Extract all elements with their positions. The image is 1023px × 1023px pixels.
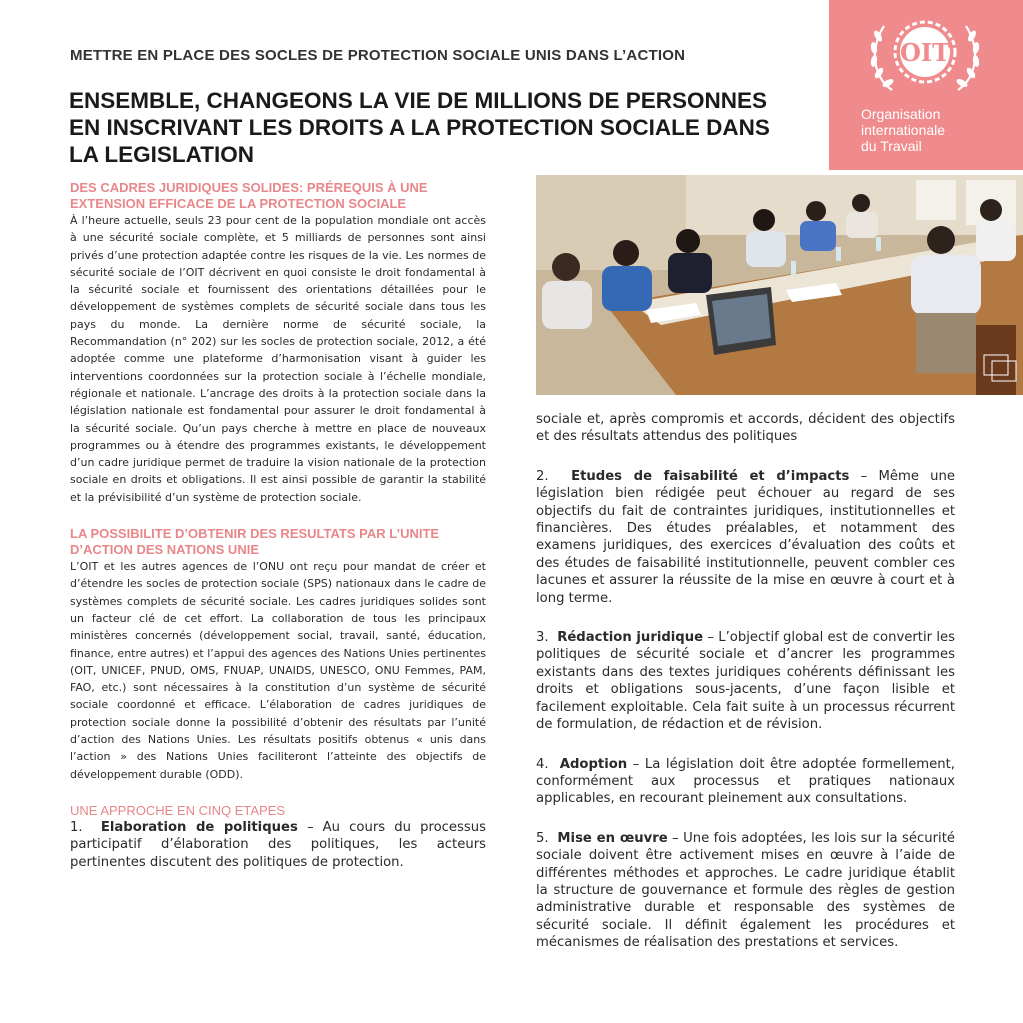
step-1 xyxy=(70,819,486,871)
logo-line-3: du Travail xyxy=(861,138,922,154)
step-4-text: – La législation doit être adoptée formellement, conformément aux processus et pratiques nationaux applicables, en recourant pleinement aux consultations. xyxy=(536,756,955,807)
section-title-five-steps: UNE APPROCHE EN CINQ ETAPES xyxy=(70,802,286,818)
section-body-un-results: L’OIT et les autres agences de l’ONU ont reçu pour mandat de créer et d’étendre les socles de protection sociale (SPS) nationaux dans le cadre de systèmes complets de sécurité sociale. Les cadres juridiques solides sont un facteur clé de cet effort. La collaboration de tous les principaux ministères concernés (développement social, travail, santé, éducation, finance, entre autres) et l’appui des agences des Nations Unies pertinentes (OIT, UNICEF, PNUD, OMS, FNUAP, UNAIDS, UNESCO, ONU Femmes, PAM, FAO, etc.) sont nécessaires à la constitution d’un système de sécurité sociale coordonné et efficace. L’élaboration de cadres juridiques de protection sociale donne la possibilité d’obtenir des résultats par l’unité d’action des Nations Unies. Les résultats positifs obtenus « unis dans l’action » des Nations Unies faciliteront l’atteinte des objectifs de développement durable (ODD). xyxy=(70,560,486,781)
step-2-text: – Même une législation bien rédigée peut échouer au regard de ses objectifs du fait de contraintes juridiques, institutionnelles et financières. Des études préalables, et notamment des examens juridiques, des exercices d’évaluation des coûts et des études de faisabilité institutionnelle, peuvent combler ces lacunes et assurer la réussite de la mise en œuvre à court et à long terme. xyxy=(536,468,955,606)
section-title-un-results: LA POSSIBILITE D’OBTENIR DES RESULTATS PAR L’UNITE D’ACTION DES NATIONS UNIE xyxy=(70,526,440,558)
left-column xyxy=(70,180,486,871)
step-5-heading: Mise en œuvre xyxy=(557,830,668,846)
step-3-text: – L’objectif global est de convertir les politiques de sécurité sociale et d’ancrer les programmes existants dans des textes juridiques cohérents définissant les droits et obligations sous-jacents, d’une façon lisible et facilement exploitable. Cela fait suite à un processus récurrent de formulation, de rédaction et de révision. xyxy=(536,630,955,733)
meeting-photo xyxy=(536,175,1023,395)
logo-line-2: internationale xyxy=(861,122,946,138)
step-2-heading: Etudes de faisabilité et d’impacts xyxy=(571,468,850,484)
step-1-text: – Au cours du processus participatif d’élaboration des politiques, les acteurs pertinentes discutent des politiques de protection. xyxy=(70,819,486,870)
ilo-logo-text xyxy=(861,106,945,154)
section-title-legal-frameworks: DES CADRES JURIDIQUES SOLIDES: PRÉREQUIS À UNE EXTENSION EFFICACE DE LA PROTECTION SOCIALE xyxy=(70,180,428,211)
oit-emblem-icon xyxy=(862,8,988,100)
logo-line-1: Organisation xyxy=(861,106,941,122)
step-4-heading: Adoption xyxy=(559,756,628,772)
step-3-heading: Rédaction juridique xyxy=(557,630,704,646)
step-1-number: 1. xyxy=(70,819,83,835)
step-5-text: – Une fois adoptées, les lois sur la sécurité sociale doivent être activement mises en œuvre à l’aide de différentes méthodes et approches. Le cadre juridique établit la structure de gouvernance et formule des règles de gestion administrative durable et responsable des systèmes de sécurité sociale. Il définit également les procédures et mécanismes de réalisation des prestations et services. xyxy=(536,830,955,951)
step-3 xyxy=(536,629,955,733)
step-5 xyxy=(536,830,955,952)
step-4-number: 4. xyxy=(536,756,549,772)
step-1-continued: sociale et, après compromis et accords, décident des objectifs et des résultats attendus des politiques xyxy=(536,412,955,445)
step-1-heading: Elaboration de politiques xyxy=(100,819,298,835)
step-5-number: 5. xyxy=(536,830,549,846)
svg-text:OIT: OIT xyxy=(900,38,950,67)
kicker-title: METTRE EN PLACE DES SOCLES DE PROTECTION SOCIALE UNIS DANS L’ACTION xyxy=(70,47,686,64)
headline: ENSEMBLE, CHANGEONS LA VIE DE MILLIONS DE PERSONNES EN INSCRIVANT LES DROITS A LA PROTECTION SOCIALE DANS LA LEGISLATION xyxy=(69,88,770,167)
ilo-logo-panel xyxy=(829,0,1023,170)
step-2-number: 2. xyxy=(536,468,549,484)
right-column xyxy=(536,411,955,952)
step-3-number: 3. xyxy=(536,630,549,646)
step-4 xyxy=(536,756,955,808)
section-body-legal-frameworks: À l’heure actuelle, seuls 23 pour cent de la population mondiale ont accès à une sécurité sociale complète, et 5 milliards de personnes sont ainsi privés d’une protection adaptée contre les risques de la vie. Les normes de sécurité sociale de l’OIT décrivent en quoi consiste le droit fondamental à la sécurité sociale et fournissent des orientations détaillées pour le développement de systèmes complets de sécurité sociale dans tous les pays du monde. La dernière norme de sécurité sociale, la Recommandation (n° 202) sur les socles de protection sociale, 2012, a été adoptée comme une plateforme d’harmonisation visant à guider les interventions coordonnées sur la protection sociale à l’échelle mondiale, régionale et nationale. L’ancrage des droits à la protection sociale dans la législation nationale est fondamental pour assurer le droit fondamental à la sécurité sociale. Qu’un pays cherche à mettre en place de nouveaux programmes ou à étendre des programmes existants, le développement d’un cadre juridique permet de traduire la vision nationale de la protection sociale en droits et obligations. Il est ainsi possible de garantir la stabilité et la prévisibilité d’un système de protection sociale. xyxy=(70,214,486,504)
step-2 xyxy=(536,468,955,607)
